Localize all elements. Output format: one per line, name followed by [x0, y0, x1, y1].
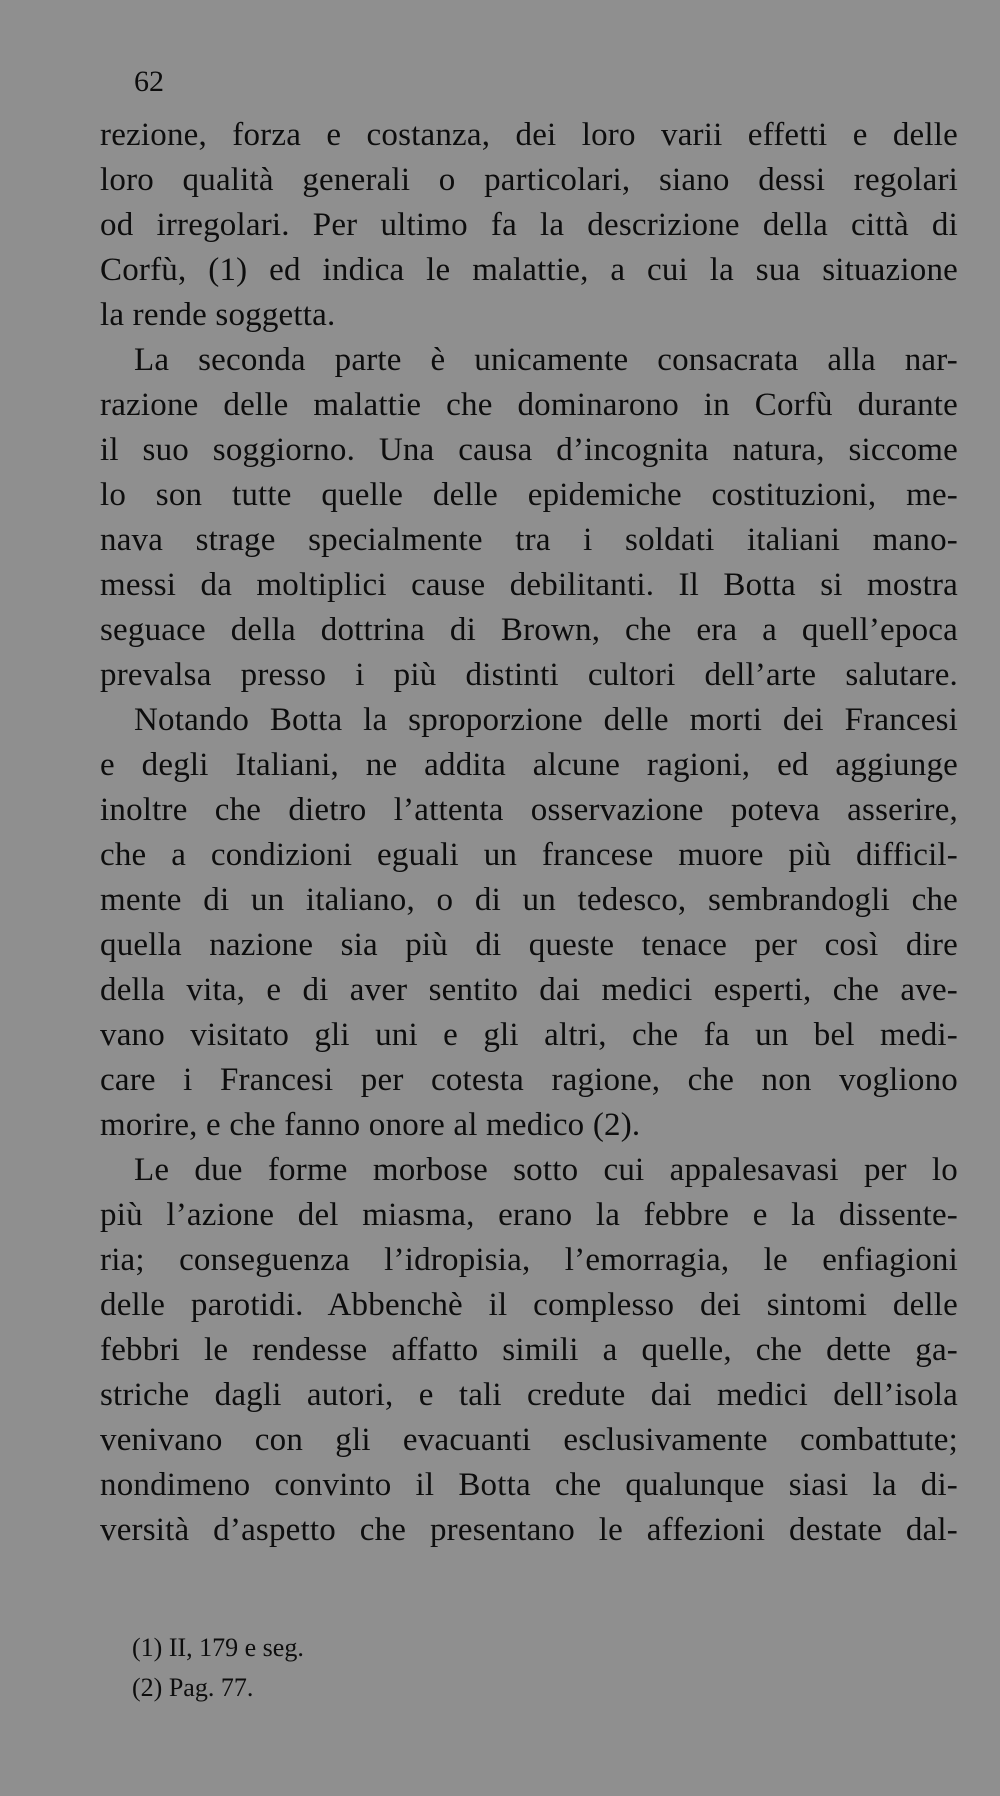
text-line: venivano con gli evacuanti esclusivamente combattute;	[100, 1422, 958, 1458]
text-line: delle parotidi. Abbenchè il complesso dei sintomi delle	[100, 1287, 958, 1323]
text-line: rezione, forza e costanza, dei loro varii effetti e delle	[100, 117, 958, 153]
text-line: nondimeno convinto il Botta che qualunque siasi la di-	[100, 1467, 958, 1503]
text-line: prevalsa presso i più distinti cultori dell’arte salutare.	[100, 657, 958, 693]
text-line: loro qualità generali o particolari, siano dessi regolari	[100, 162, 958, 198]
text-line: nava strage specialmente tra i soldati italiani mano-	[100, 522, 958, 558]
body-text	[100, 113, 958, 1553]
text-line: il suo soggiorno. Una causa d’incognita natura, siccome	[100, 432, 958, 468]
text-line: seguace della dottrina di Brown, che era a quell’epoca	[100, 612, 958, 648]
text-line: lo son tutte quelle delle epidemiche costituzioni, me-	[100, 477, 958, 513]
text-line: e degli Italiani, ne addita alcune ragioni, ed aggiunge	[100, 747, 958, 783]
text-line: striche dagli autori, e tali credute dai medici dell’isola	[100, 1377, 958, 1413]
text-line: quella nazione sia più di queste tenace per così dire	[100, 927, 958, 963]
text-line: razione delle malattie che dominarono in Corfù durante	[100, 387, 958, 423]
text-line: care i Francesi per cotesta ragione, che non vogliono	[100, 1062, 958, 1098]
text-line: mente di un italiano, o di un tedesco, sembrandogli che	[100, 882, 958, 918]
text-line: od irregolari. Per ultimo fa la descrizione della città di	[100, 207, 958, 243]
footnotes	[132, 1628, 304, 1708]
text-line: febbri le rendesse affatto simili a quelle, che dette ga-	[100, 1332, 958, 1368]
text-line: inoltre che dietro l’attenta osservazione poteva asserire,	[100, 792, 958, 828]
text-line: morire, e che fanno onore al medico (2).	[100, 1107, 641, 1143]
text-line: la rende soggetta.	[100, 297, 336, 333]
footnote: (2) Pag. 77.	[132, 1673, 254, 1702]
text-line: che a condizioni eguali un francese muore più difficil-	[100, 837, 958, 873]
text-line: Le due forme morbose sotto cui appalesavasi per lo	[134, 1152, 958, 1188]
text-line: Corfù, (1) ed indica le malattie, a cui la sua situazione	[100, 252, 958, 288]
text-line: ria; conseguenza l’idropisia, l’emorragia, le enfiagioni	[100, 1242, 958, 1278]
text-line: versità d’aspetto che presentano le affezioni destate dal-	[100, 1512, 958, 1548]
text-line: più l’azione del miasma, erano la febbre e la dissente-	[100, 1197, 958, 1233]
text-line: messi da moltiplici cause debilitanti. Il Botta si mostra	[100, 567, 958, 603]
page-number: 62	[134, 65, 164, 98]
text-line: vano visitato gli uni e gli altri, che fa un bel medi-	[100, 1017, 958, 1053]
text-line: La seconda parte è unicamente consacrata alla nar-	[134, 342, 958, 378]
text-line: Notando Botta la sproporzione delle morti dei Francesi	[134, 702, 958, 738]
text-line: della vita, e di aver sentito dai medici esperti, che ave-	[100, 972, 958, 1008]
footnote: (1) II, 179 e seg.	[132, 1633, 304, 1662]
